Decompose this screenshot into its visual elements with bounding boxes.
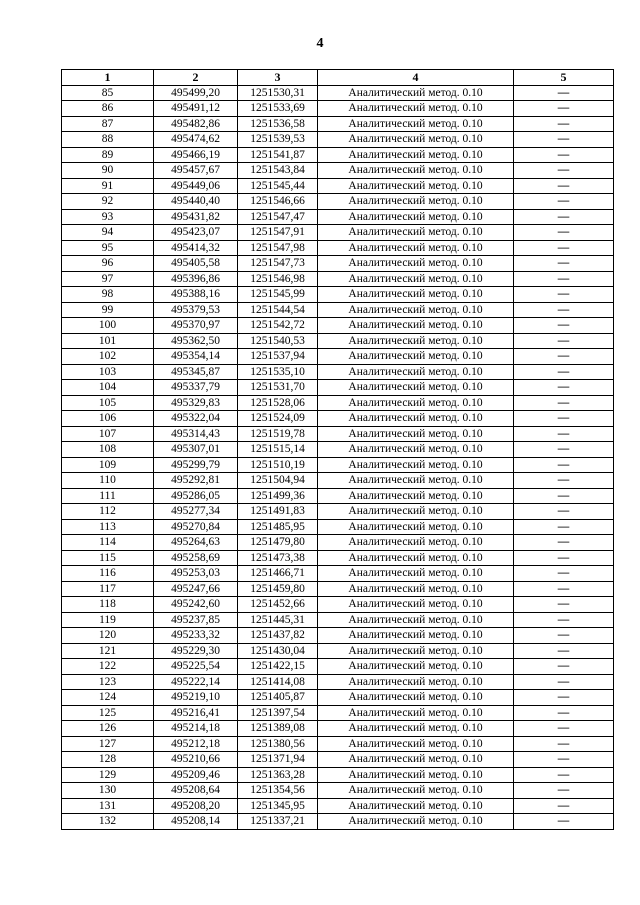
x-coordinate-cell: 495208,14	[154, 814, 238, 830]
column-header-5: 5	[514, 70, 614, 86]
note-cell: —	[514, 535, 614, 551]
point-number-cell: 118	[62, 597, 154, 613]
method-cell: Аналитический метод. 0.10	[318, 566, 514, 582]
table-row	[62, 550, 614, 566]
table-row	[62, 101, 614, 117]
note-cell: —	[514, 287, 614, 303]
point-number-cell: 97	[62, 271, 154, 287]
note-cell: —	[514, 349, 614, 365]
table-row	[62, 581, 614, 597]
y-coordinate-cell: 1251510,19	[238, 457, 318, 473]
note-cell: —	[514, 612, 614, 628]
point-number-cell: 86	[62, 101, 154, 117]
table-row	[62, 209, 614, 225]
note-cell: —	[514, 85, 614, 101]
note-cell: —	[514, 597, 614, 613]
note-cell: —	[514, 798, 614, 814]
note-cell: —	[514, 271, 614, 287]
x-coordinate-cell: 495233,32	[154, 628, 238, 644]
y-coordinate-cell: 1251530,31	[238, 85, 318, 101]
note-cell: —	[514, 504, 614, 520]
point-number-cell: 106	[62, 411, 154, 427]
x-coordinate-cell: 495307,01	[154, 442, 238, 458]
note-cell: —	[514, 783, 614, 799]
point-number-cell: 107	[62, 426, 154, 442]
x-coordinate-cell: 495247,66	[154, 581, 238, 597]
table-row	[62, 178, 614, 194]
y-coordinate-cell: 1251345,95	[238, 798, 318, 814]
method-cell: Аналитический метод. 0.10	[318, 116, 514, 132]
y-coordinate-cell: 1251479,80	[238, 535, 318, 551]
y-coordinate-cell: 1251547,47	[238, 209, 318, 225]
point-number-cell: 91	[62, 178, 154, 194]
table-row	[62, 674, 614, 690]
point-number-cell: 115	[62, 550, 154, 566]
x-coordinate-cell: 495388,16	[154, 287, 238, 303]
y-coordinate-cell: 1251466,71	[238, 566, 318, 582]
table-row	[62, 85, 614, 101]
x-coordinate-cell: 495474,62	[154, 132, 238, 148]
table-row	[62, 597, 614, 613]
note-cell: —	[514, 225, 614, 241]
method-cell: Аналитический метод. 0.10	[318, 318, 514, 334]
column-header-4: 4	[318, 70, 514, 86]
y-coordinate-cell: 1251504,94	[238, 473, 318, 489]
point-number-cell: 119	[62, 612, 154, 628]
note-cell: —	[514, 814, 614, 830]
x-coordinate-cell: 495237,85	[154, 612, 238, 628]
table-row	[62, 488, 614, 504]
note-cell: —	[514, 178, 614, 194]
point-number-cell: 90	[62, 163, 154, 179]
column-header-2: 2	[154, 70, 238, 86]
point-number-cell: 112	[62, 504, 154, 520]
method-cell: Аналитический метод. 0.10	[318, 147, 514, 163]
table-row	[62, 519, 614, 535]
point-number-cell: 128	[62, 752, 154, 768]
point-number-cell: 127	[62, 736, 154, 752]
point-number-cell: 120	[62, 628, 154, 644]
point-number-cell: 92	[62, 194, 154, 210]
note-cell: —	[514, 333, 614, 349]
note-cell: —	[514, 302, 614, 318]
x-coordinate-cell: 495423,07	[154, 225, 238, 241]
method-cell: Аналитический метод. 0.10	[318, 333, 514, 349]
point-number-cell: 114	[62, 535, 154, 551]
x-coordinate-cell: 495449,06	[154, 178, 238, 194]
y-coordinate-cell: 1251499,36	[238, 488, 318, 504]
y-coordinate-cell: 1251473,38	[238, 550, 318, 566]
note-cell: —	[514, 488, 614, 504]
note-cell: —	[514, 736, 614, 752]
method-cell: Аналитический метод. 0.10	[318, 85, 514, 101]
point-number-cell: 129	[62, 767, 154, 783]
method-cell: Аналитический метод. 0.10	[318, 473, 514, 489]
point-number-cell: 87	[62, 116, 154, 132]
point-number-cell: 124	[62, 690, 154, 706]
point-number-cell: 88	[62, 132, 154, 148]
note-cell: —	[514, 364, 614, 380]
table-row	[62, 256, 614, 272]
y-coordinate-cell: 1251536,58	[238, 116, 318, 132]
method-cell: Аналитический метод. 0.10	[318, 442, 514, 458]
note-cell: —	[514, 240, 614, 256]
note-cell: —	[514, 519, 614, 535]
x-coordinate-cell: 495219,10	[154, 690, 238, 706]
column-header-3: 3	[238, 70, 318, 86]
y-coordinate-cell: 1251537,94	[238, 349, 318, 365]
point-number-cell: 105	[62, 395, 154, 411]
table-row	[62, 426, 614, 442]
method-cell: Аналитический метод. 0.10	[318, 209, 514, 225]
method-cell: Аналитический метод. 0.10	[318, 659, 514, 675]
method-cell: Аналитический метод. 0.10	[318, 349, 514, 365]
method-cell: Аналитический метод. 0.10	[318, 411, 514, 427]
method-cell: Аналитический метод. 0.10	[318, 194, 514, 210]
y-coordinate-cell: 1251540,53	[238, 333, 318, 349]
x-coordinate-cell: 495264,63	[154, 535, 238, 551]
y-coordinate-cell: 1251519,78	[238, 426, 318, 442]
method-cell: Аналитический метод. 0.10	[318, 643, 514, 659]
column-header-1: 1	[62, 70, 154, 86]
method-cell: Аналитический метод. 0.10	[318, 798, 514, 814]
table-row	[62, 147, 614, 163]
x-coordinate-cell: 495370,97	[154, 318, 238, 334]
y-coordinate-cell: 1251445,31	[238, 612, 318, 628]
note-cell: —	[514, 318, 614, 334]
method-cell: Аналитический метод. 0.10	[318, 581, 514, 597]
method-cell: Аналитический метод. 0.10	[318, 178, 514, 194]
point-number-cell: 101	[62, 333, 154, 349]
x-coordinate-cell: 495229,30	[154, 643, 238, 659]
x-coordinate-cell: 495212,18	[154, 736, 238, 752]
method-cell: Аналитический метод. 0.10	[318, 721, 514, 737]
method-cell: Аналитический метод. 0.10	[318, 597, 514, 613]
table-row	[62, 814, 614, 830]
x-coordinate-cell: 495337,79	[154, 380, 238, 396]
note-cell: —	[514, 194, 614, 210]
table-row	[62, 705, 614, 721]
table-row	[62, 473, 614, 489]
note-cell: —	[514, 442, 614, 458]
note-cell: —	[514, 767, 614, 783]
note-cell: —	[514, 705, 614, 721]
x-coordinate-cell: 495345,87	[154, 364, 238, 380]
y-coordinate-cell: 1251547,73	[238, 256, 318, 272]
x-coordinate-cell: 495431,82	[154, 209, 238, 225]
point-number-cell: 116	[62, 566, 154, 582]
table-row	[62, 318, 614, 334]
point-number-cell: 132	[62, 814, 154, 830]
note-cell: —	[514, 395, 614, 411]
table-row	[62, 643, 614, 659]
note-cell: —	[514, 752, 614, 768]
y-coordinate-cell: 1251535,10	[238, 364, 318, 380]
table-row	[62, 349, 614, 365]
y-coordinate-cell: 1251397,54	[238, 705, 318, 721]
point-number-cell: 98	[62, 287, 154, 303]
y-coordinate-cell: 1251528,06	[238, 395, 318, 411]
x-coordinate-cell: 495208,64	[154, 783, 238, 799]
table-row	[62, 302, 614, 318]
point-number-cell: 85	[62, 85, 154, 101]
y-coordinate-cell: 1251380,56	[238, 736, 318, 752]
method-cell: Аналитический метод. 0.10	[318, 612, 514, 628]
point-number-cell: 108	[62, 442, 154, 458]
method-cell: Аналитический метод. 0.10	[318, 783, 514, 799]
y-coordinate-cell: 1251452,66	[238, 597, 318, 613]
note-cell: —	[514, 643, 614, 659]
point-number-cell: 89	[62, 147, 154, 163]
table-row	[62, 612, 614, 628]
table-row	[62, 736, 614, 752]
page-number: 4	[316, 36, 324, 51]
x-coordinate-cell: 495314,43	[154, 426, 238, 442]
note-cell: —	[514, 209, 614, 225]
x-coordinate-cell: 495258,69	[154, 550, 238, 566]
x-coordinate-cell: 495209,46	[154, 767, 238, 783]
note-cell: —	[514, 674, 614, 690]
note-cell: —	[514, 457, 614, 473]
table-row	[62, 333, 614, 349]
method-cell: Аналитический метод. 0.10	[318, 101, 514, 117]
method-cell: Аналитический метод. 0.10	[318, 519, 514, 535]
method-cell: Аналитический метод. 0.10	[318, 426, 514, 442]
note-cell: —	[514, 721, 614, 737]
table-row	[62, 132, 614, 148]
method-cell: Аналитический метод. 0.10	[318, 225, 514, 241]
method-cell: Аналитический метод. 0.10	[318, 628, 514, 644]
table-row	[62, 504, 614, 520]
table-row	[62, 380, 614, 396]
table-row	[62, 225, 614, 241]
x-coordinate-cell: 495482,86	[154, 116, 238, 132]
point-number-cell: 103	[62, 364, 154, 380]
table-row	[62, 721, 614, 737]
method-cell: Аналитический метод. 0.10	[318, 690, 514, 706]
point-number-cell: 131	[62, 798, 154, 814]
y-coordinate-cell: 1251354,56	[238, 783, 318, 799]
table-row	[62, 194, 614, 210]
note-cell: —	[514, 116, 614, 132]
y-coordinate-cell: 1251545,44	[238, 178, 318, 194]
y-coordinate-cell: 1251430,04	[238, 643, 318, 659]
x-coordinate-cell: 495457,67	[154, 163, 238, 179]
x-coordinate-cell: 495286,05	[154, 488, 238, 504]
point-number-cell: 125	[62, 705, 154, 721]
method-cell: Аналитический метод. 0.10	[318, 302, 514, 318]
x-coordinate-cell: 495216,41	[154, 705, 238, 721]
method-cell: Аналитический метод. 0.10	[318, 364, 514, 380]
y-coordinate-cell: 1251541,87	[238, 147, 318, 163]
point-number-cell: 102	[62, 349, 154, 365]
note-cell: —	[514, 132, 614, 148]
note-cell: —	[514, 411, 614, 427]
y-coordinate-cell: 1251422,15	[238, 659, 318, 675]
point-number-cell: 126	[62, 721, 154, 737]
x-coordinate-cell: 495210,66	[154, 752, 238, 768]
method-cell: Аналитический метод. 0.10	[318, 736, 514, 752]
table-body	[62, 85, 614, 829]
y-coordinate-cell: 1251405,87	[238, 690, 318, 706]
x-coordinate-cell: 495208,20	[154, 798, 238, 814]
table-row	[62, 395, 614, 411]
y-coordinate-cell: 1251542,72	[238, 318, 318, 334]
y-coordinate-cell: 1251543,84	[238, 163, 318, 179]
method-cell: Аналитический метод. 0.10	[318, 287, 514, 303]
table-row	[62, 566, 614, 582]
x-coordinate-cell: 495299,79	[154, 457, 238, 473]
y-coordinate-cell: 1251371,94	[238, 752, 318, 768]
y-coordinate-cell: 1251485,95	[238, 519, 318, 535]
table-row	[62, 364, 614, 380]
method-cell: Аналитический метод. 0.10	[318, 240, 514, 256]
y-coordinate-cell: 1251539,53	[238, 132, 318, 148]
x-coordinate-cell: 495329,83	[154, 395, 238, 411]
point-number-cell: 110	[62, 473, 154, 489]
method-cell: Аналитический метод. 0.10	[318, 380, 514, 396]
point-number-cell: 130	[62, 783, 154, 799]
y-coordinate-cell: 1251546,98	[238, 271, 318, 287]
x-coordinate-cell: 495491,12	[154, 101, 238, 117]
note-cell: —	[514, 566, 614, 582]
method-cell: Аналитический метод. 0.10	[318, 395, 514, 411]
table-row	[62, 628, 614, 644]
method-cell: Аналитический метод. 0.10	[318, 488, 514, 504]
point-number-cell: 96	[62, 256, 154, 272]
y-coordinate-cell: 1251545,99	[238, 287, 318, 303]
method-cell: Аналитический метод. 0.10	[318, 752, 514, 768]
point-number-cell: 94	[62, 225, 154, 241]
note-cell: —	[514, 426, 614, 442]
note-cell: —	[514, 690, 614, 706]
y-coordinate-cell: 1251459,80	[238, 581, 318, 597]
method-cell: Аналитический метод. 0.10	[318, 674, 514, 690]
method-cell: Аналитический метод. 0.10	[318, 767, 514, 783]
point-number-cell: 121	[62, 643, 154, 659]
method-cell: Аналитический метод. 0.10	[318, 132, 514, 148]
y-coordinate-cell: 1251547,98	[238, 240, 318, 256]
note-cell: —	[514, 550, 614, 566]
y-coordinate-cell: 1251515,14	[238, 442, 318, 458]
y-coordinate-cell: 1251363,28	[238, 767, 318, 783]
method-cell: Аналитический метод. 0.10	[318, 550, 514, 566]
point-number-cell: 122	[62, 659, 154, 675]
method-cell: Аналитический метод. 0.10	[318, 705, 514, 721]
point-number-cell: 100	[62, 318, 154, 334]
y-coordinate-cell: 1251533,69	[238, 101, 318, 117]
x-coordinate-cell: 495362,50	[154, 333, 238, 349]
y-coordinate-cell: 1251389,08	[238, 721, 318, 737]
note-cell: —	[514, 659, 614, 675]
point-number-cell: 104	[62, 380, 154, 396]
x-coordinate-cell: 495242,60	[154, 597, 238, 613]
x-coordinate-cell: 495277,34	[154, 504, 238, 520]
y-coordinate-cell: 1251531,70	[238, 380, 318, 396]
table-row	[62, 116, 614, 132]
method-cell: Аналитический метод. 0.10	[318, 163, 514, 179]
point-number-cell: 93	[62, 209, 154, 225]
note-cell: —	[514, 380, 614, 396]
method-cell: Аналитический метод. 0.10	[318, 814, 514, 830]
table-row	[62, 690, 614, 706]
method-cell: Аналитический метод. 0.10	[318, 256, 514, 272]
table-row	[62, 752, 614, 768]
table-row	[62, 535, 614, 551]
y-coordinate-cell: 1251547,91	[238, 225, 318, 241]
x-coordinate-cell: 495354,14	[154, 349, 238, 365]
x-coordinate-cell: 495396,86	[154, 271, 238, 287]
table-row	[62, 798, 614, 814]
point-number-cell: 113	[62, 519, 154, 535]
x-coordinate-cell: 495379,53	[154, 302, 238, 318]
x-coordinate-cell: 495214,18	[154, 721, 238, 737]
note-cell: —	[514, 101, 614, 117]
x-coordinate-cell: 495414,32	[154, 240, 238, 256]
table-row	[62, 659, 614, 675]
y-coordinate-cell: 1251524,09	[238, 411, 318, 427]
note-cell: —	[514, 628, 614, 644]
note-cell: —	[514, 581, 614, 597]
x-coordinate-cell: 495405,58	[154, 256, 238, 272]
table-header-row	[62, 70, 614, 86]
x-coordinate-cell: 495440,40	[154, 194, 238, 210]
note-cell: —	[514, 473, 614, 489]
method-cell: Аналитический метод. 0.10	[318, 271, 514, 287]
y-coordinate-cell: 1251337,21	[238, 814, 318, 830]
point-number-cell: 95	[62, 240, 154, 256]
note-cell: —	[514, 147, 614, 163]
note-cell: —	[514, 163, 614, 179]
point-number-cell: 99	[62, 302, 154, 318]
x-coordinate-cell: 495292,81	[154, 473, 238, 489]
point-number-cell: 117	[62, 581, 154, 597]
y-coordinate-cell: 1251546,66	[238, 194, 318, 210]
table-row	[62, 783, 614, 799]
x-coordinate-cell: 495225,54	[154, 659, 238, 675]
y-coordinate-cell: 1251491,83	[238, 504, 318, 520]
point-number-cell: 123	[62, 674, 154, 690]
table-row	[62, 271, 614, 287]
point-number-cell: 109	[62, 457, 154, 473]
x-coordinate-cell: 495253,03	[154, 566, 238, 582]
method-cell: Аналитический метод. 0.10	[318, 457, 514, 473]
note-cell: —	[514, 256, 614, 272]
table-row	[62, 240, 614, 256]
x-coordinate-cell: 495270,84	[154, 519, 238, 535]
table-row	[62, 411, 614, 427]
method-cell: Аналитический метод. 0.10	[318, 504, 514, 520]
table-row	[62, 767, 614, 783]
y-coordinate-cell: 1251414,08	[238, 674, 318, 690]
table-row	[62, 457, 614, 473]
method-cell: Аналитический метод. 0.10	[318, 535, 514, 551]
x-coordinate-cell: 495499,20	[154, 85, 238, 101]
y-coordinate-cell: 1251544,54	[238, 302, 318, 318]
coordinates-table	[61, 69, 614, 830]
table-row	[62, 287, 614, 303]
x-coordinate-cell: 495466,19	[154, 147, 238, 163]
y-coordinate-cell: 1251437,82	[238, 628, 318, 644]
table-row	[62, 163, 614, 179]
x-coordinate-cell: 495322,04	[154, 411, 238, 427]
table-row	[62, 442, 614, 458]
point-number-cell: 111	[62, 488, 154, 504]
x-coordinate-cell: 495222,14	[154, 674, 238, 690]
